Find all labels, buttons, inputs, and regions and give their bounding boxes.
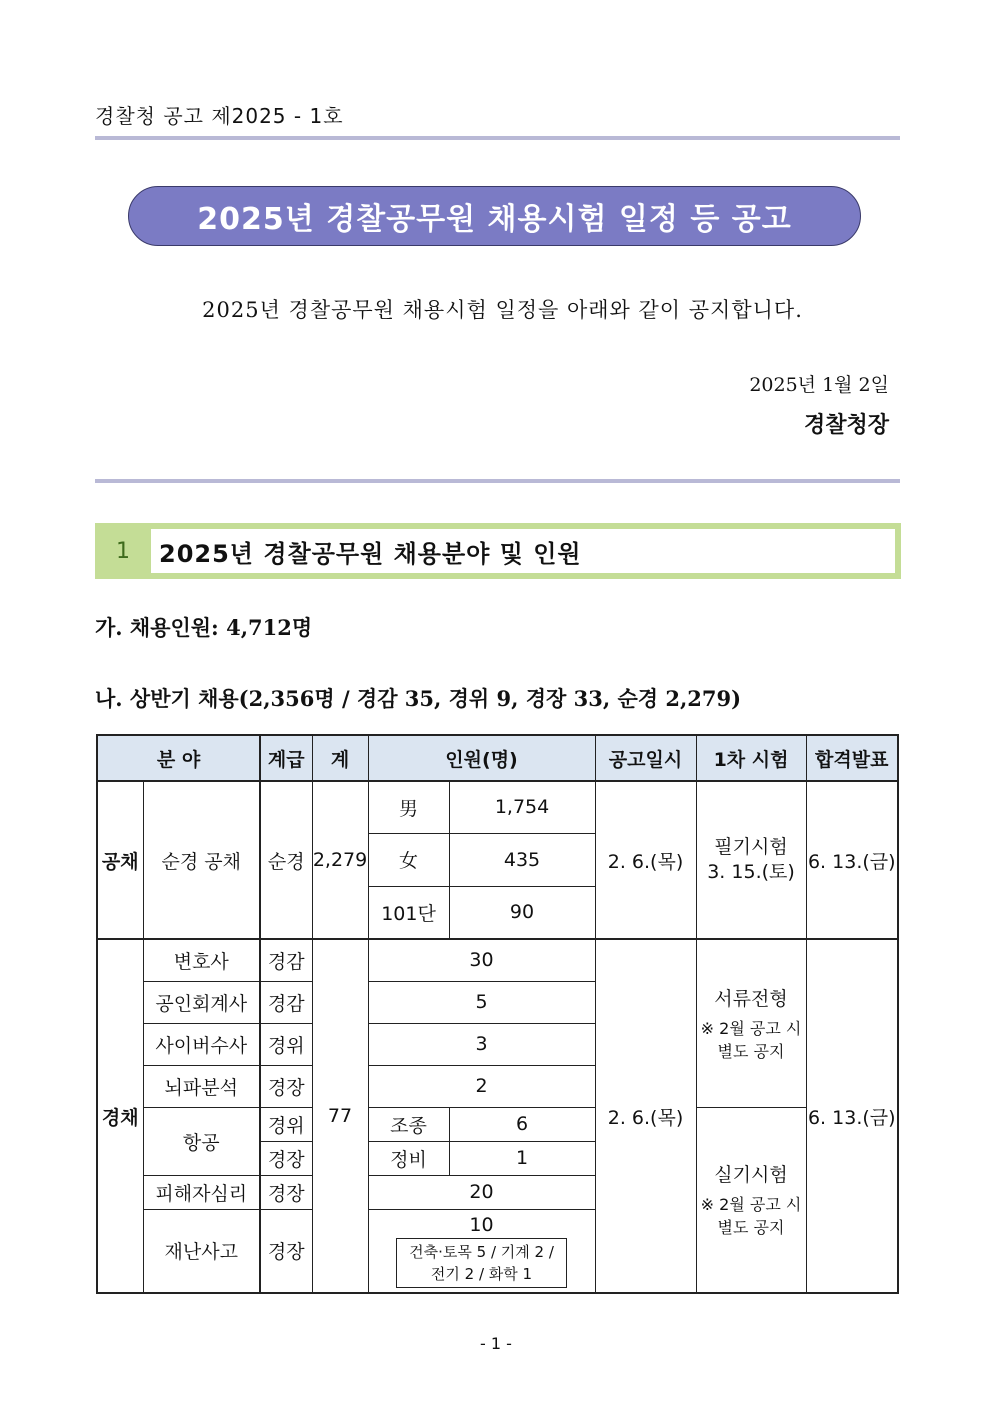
header-notice-date: 공고일시 xyxy=(595,735,696,781)
special-practical-exam xyxy=(696,1107,806,1293)
open-exam-type: 필기시험 xyxy=(714,836,788,858)
document-title: 2025년 경찰공무원 채용시험 일정 등 공고 xyxy=(128,186,861,246)
open-exam-date: 3. 15.(토) xyxy=(707,861,795,883)
disaster-detail-line2: 전기 2 / 화학 1 xyxy=(430,1264,533,1283)
header-result: 합격발표 xyxy=(806,735,898,781)
open-101-count: 90 xyxy=(449,886,595,939)
open-total: 2,279 xyxy=(312,781,368,939)
cyber-field: 사이버수사 xyxy=(143,1023,260,1065)
header-rank: 계급 xyxy=(260,735,312,781)
open-male-count: 1,754 xyxy=(449,781,595,833)
open-first-exam xyxy=(696,781,806,939)
special-total: 77 xyxy=(312,939,368,1293)
section-number-badge xyxy=(95,523,151,579)
item-total-recruits: 가. 채용인원: 4,712명 xyxy=(95,615,313,640)
aviation-sub-maint: 정비 xyxy=(368,1141,449,1175)
cpa-count: 5 xyxy=(368,981,595,1023)
disaster-rank: 경장 xyxy=(260,1209,312,1293)
disaster-detail-line1: 건축·토목 5 / 기계 2 / xyxy=(409,1242,554,1261)
aviation-rank-pilot: 경위 xyxy=(260,1107,312,1141)
intro-text: 2025년 경찰공무원 채용시험 일정을 아래와 같이 공지합니다. xyxy=(202,298,803,322)
doc-exam-label: 서류전형 xyxy=(714,987,788,1010)
header-total: 계 xyxy=(312,735,368,781)
item-first-half-recruits: 나. 상반기 채용(2,356명 / 경감 35, 경위 9, 경장 33, 순경 2,279) xyxy=(95,686,742,711)
header-people: 인원(명) xyxy=(368,735,595,781)
cpa-rank: 경감 xyxy=(260,981,312,1023)
table-header-row xyxy=(97,735,898,781)
lawyer-rank: 경감 xyxy=(260,939,312,981)
disaster-detail-box xyxy=(396,1238,567,1288)
lawyer-field: 변호사 xyxy=(143,939,260,981)
open-field: 순경 공채 xyxy=(143,781,260,939)
brainwave-field: 뇌파분석 xyxy=(143,1065,260,1107)
cyber-count: 3 xyxy=(368,1023,595,1065)
section-title: 2025년 경찰공무원 채용분야 및 인원 xyxy=(151,529,895,573)
open-rank: 순경 xyxy=(260,781,312,939)
brainwave-rank: 경장 xyxy=(260,1065,312,1107)
section-number: 1 xyxy=(116,538,130,564)
practical-exam-note-line2: 별도 공지 xyxy=(717,1218,785,1238)
open-female-label: 女 xyxy=(368,833,449,886)
table-row xyxy=(97,1107,898,1141)
recruitment-table xyxy=(96,734,899,1294)
disaster-count-cell xyxy=(368,1209,595,1293)
open-female-count: 435 xyxy=(449,833,595,886)
victim-rank: 경장 xyxy=(260,1175,312,1209)
open-result: 6. 13.(금) xyxy=(806,781,898,939)
middle-divider xyxy=(95,479,900,483)
issue-date: 2025년 1월 2일 xyxy=(749,374,889,396)
practical-exam-note xyxy=(697,1193,806,1239)
top-divider xyxy=(95,136,900,140)
disaster-field: 재난사고 xyxy=(143,1209,260,1293)
open-notice-date: 2. 6.(목) xyxy=(595,781,696,939)
table-row xyxy=(97,939,898,981)
lawyer-count: 30 xyxy=(368,939,595,981)
notice-number: 경찰청 공고 제2025 - 1호 xyxy=(95,104,344,128)
page-number: - 1 - xyxy=(480,1334,512,1353)
special-doc-exam xyxy=(696,939,806,1107)
victim-count: 20 xyxy=(368,1175,595,1209)
aviation-rank-maint: 경장 xyxy=(260,1141,312,1175)
cpa-field: 공인회계사 xyxy=(143,981,260,1023)
disaster-count: 10 xyxy=(469,1213,494,1236)
header-first-exam: 1차 시험 xyxy=(696,735,806,781)
practical-exam-note-line1: ※ 2월 공고 시 xyxy=(700,1195,802,1215)
group-special: 경채 xyxy=(97,939,143,1293)
doc-exam-note xyxy=(697,1017,806,1063)
section-heading xyxy=(95,523,901,579)
victim-field: 피해자심리 xyxy=(143,1175,260,1209)
special-notice-date: 2. 6.(목) xyxy=(595,939,696,1293)
open-101-label: 101단 xyxy=(368,886,449,939)
issuer-name: 경찰청장 xyxy=(803,412,889,438)
cyber-rank: 경위 xyxy=(260,1023,312,1065)
aviation-field: 항공 xyxy=(143,1107,260,1175)
open-male-label: 男 xyxy=(368,781,449,833)
aviation-sub-pilot: 조종 xyxy=(368,1107,449,1141)
special-result: 6. 13.(금) xyxy=(806,939,898,1293)
brainwave-count: 2 xyxy=(368,1065,595,1107)
aviation-count-maint: 1 xyxy=(449,1141,595,1175)
header-field: 분 야 xyxy=(97,735,260,781)
doc-exam-note-line2: 별도 공지 xyxy=(717,1041,785,1061)
table-row xyxy=(97,781,898,833)
group-open: 공채 xyxy=(97,781,143,939)
practical-exam-label: 실기시험 xyxy=(714,1164,788,1187)
aviation-count-pilot: 6 xyxy=(449,1107,595,1141)
doc-exam-note-line1: ※ 2월 공고 시 xyxy=(700,1018,802,1038)
